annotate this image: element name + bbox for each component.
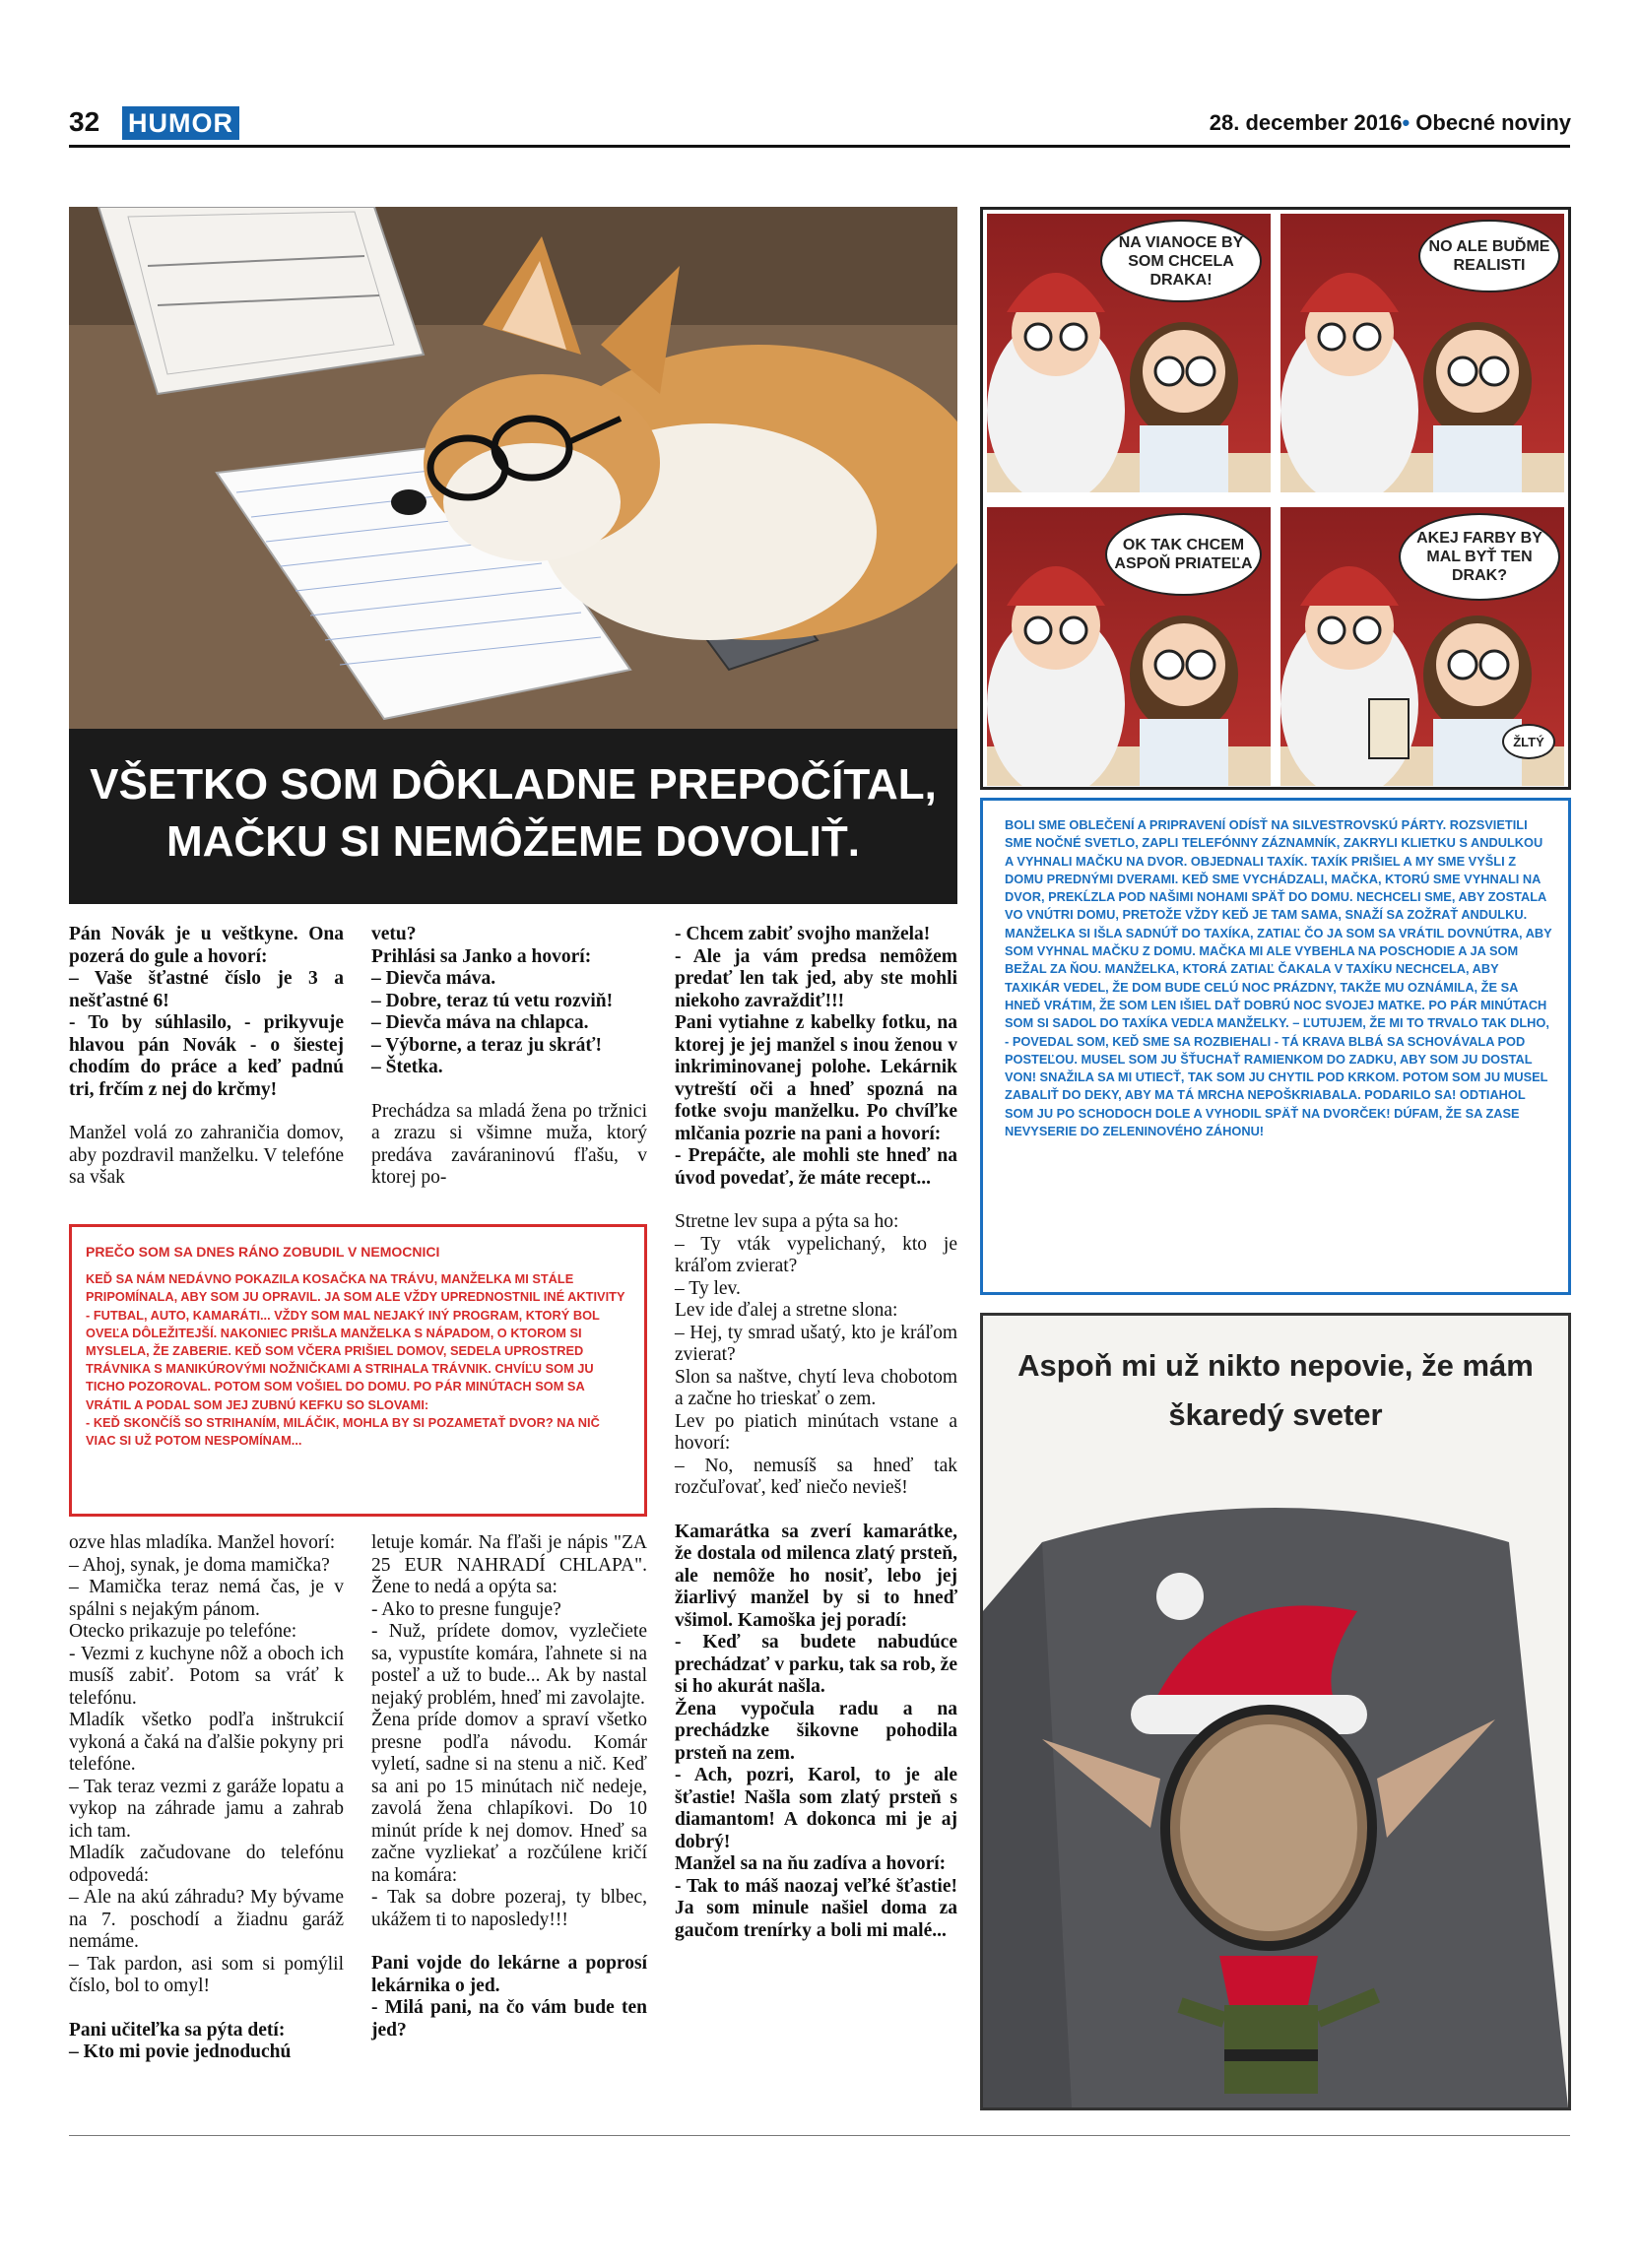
dog-photo-caption: [69, 729, 957, 904]
lawnmower-story-title: PREČO SOM SA DNES RÁNO ZOBUDIL V NEMOCNICI: [86, 1244, 440, 1260]
corgi-illustration: [69, 207, 957, 729]
column-1-bottom: [69, 1532, 344, 2064]
speech-bubble-1: NA VIANOCE BY SOM CHCELA DRAKA!: [1100, 220, 1262, 302]
joke-paragraph: Kamarátka sa zverí kamarátke, že dostala od milenca zlatý prsteň, ale nemôže ho nosiť, lebo jej žiarlivý manžel by si to hneď všimol. Kamoška jej poradí:: [675, 1521, 957, 1631]
header-rule: [69, 145, 1570, 148]
joke-paragraph: Mladík začudovane do telefónu odpovedá:: [69, 1843, 344, 1886]
header-dateline: [1210, 110, 1571, 136]
joke-paragraph: – Štetka.: [371, 1057, 443, 1077]
joke-paragraph: – Tak pardon, asi som si pomýlil číslo, bol to omyl!: [69, 1953, 344, 1996]
joke-paragraph: - Ach, pozri, Karol, to je ale šťastie! Našla som zlatý prsteň s diamantom! A dokonca mi je aj dobrý!: [675, 1765, 957, 1852]
cat-story-text: BOLI SME OBLEČENÍ A PRIPRAVENÍ ODÍSŤ NA SILVESTROVSKÚ PÁRTY. ROZSVIETILI SME NOČNÉ SVETLO, ZAPLI TELEFÓNNY ZÁZNAMNÍK, ZAKRYLI KLIETKU S ANDULKOU A VYHNALI MAČKU NA DVOR. OBJEDNALI TAXÍK. TAXÍK PRIŠIEL A MY SME VYŠLI Z DOMU PREDNÝMI DVERAMI. KEĎ SME VYCHÁDZALI, MAČKA, KTORÚ SME VYHNALI NA DVOR, PREKĹZLA POD NAŠIMI NOHAMI SPÄŤ DO DOMU. NECHCELI SME, ABY ZOSTALA VO VNÚTRI DOMU, PRETOŽE VŽDY KEĎ JE TAM SAMA, SNAŽÍ SA ZOŽRAŤ ANDULKU. MANŽELKA SI IŠLA SADNÚŤ DO TAXÍKA, ZATIAĽ ČO JA SOM SA VRÁTIL DOVNÚTRA, ABY SOM VYHNAL MAČKU Z DOMU. MAČKA MI ALE VYBEHLA NA POSCHODIE A JA SOM BEŽAL ZA ŇOU. MANŽELKA, KTORÁ ZATIAĽ ČAKALA V TAXÍKU NECHCELA, ABY TAXIKÁR VEDEL, ŽE DOM BUDE CELÚ NOC PRÁZDNY, TAKŽE MU OZNÁMILA, ŽE SA HNEĎ VRÁTIM, ŽE SOM LEN IŠIEL DAŤ DOBRÚ NOC SVOJEJ MATKE. PO PÁR MINÚTACH SOM SI SADOL DO TAXÍKA VEDĽA MANŽELKY. – ĽUTUJEM, ŽE MI TO TRVALO TAK DLHO, - POVEDAL SOM, KEĎ SME SA ROZBIEHALI - TÁ KRAVA BLBÁ SA SCHOVÁVALA POD POSTEĽOU. MUSEL SOM JU ŠŤUCHAŤ RAMIENKOM DO ZADKU, ABY SOM JU DOSTAL VON! SNAŽILA SA MI UTIECŤ, TAK SOM JU CHYTIL POD KRKOM. POTOM SOM JU MUSEL ZABALIŤ DO DEKY, ABY MA TÁ MRCHA NEPOŠKRIABALA. PODARILO SA! ODTIAHOL SOM JU PO SCHODOCH DOLE A VYHODIL SPÄŤ NA DVORČEK! DÚFAM, ŽE SA ZASE NEVYSERIE DO ZELENINOVÉHO ZÁHONU!: [1005, 817, 1552, 1139]
joke-paragraph: - Chcem zabiť svojho manžela!: [675, 924, 931, 944]
cat-story-box: [980, 798, 1571, 1295]
joke-paragraph: - Ale ja vám predsa nemôžem predať len tak jed, aby ste mohli niekoho zavraždiť!!!: [675, 945, 957, 1011]
joke-paragraph: letuje komár. Na fľaši je nápis "ZA 25 EUR NAHRADÍ CHLAPA". Žene to nedá a opýta sa:: [371, 1532, 647, 1597]
joke-paragraph: Manžel volá zo zahraničia domov, aby pozdravil manželku. V telefóne sa však: [69, 1123, 344, 1188]
joke-paragraph: – Ale na akú záhradu? My bývame na 7. poschodí a žiadnu garáž nemáme.: [69, 1887, 344, 1952]
lawnmower-story-text: KEĎ SA NÁM NEDÁVNO POKAZILA KOSAČKA NA TRÁVU, MANŽELKA MI STÁLE PRIPOMÍNALA, ABY SOM JU OPRAVIL. JA SOM ALE VŽDY UPREDNOSTNIL INÉ AKTIVITY - FUTBAL, AUTO, KAMARÁTI... VŽDY SOM MAL NEJAKÝ INÝ PROGRAM, KTORÝ BOL OVEĽA DÔLEŽITEJŠÍ. NAKONIEC PRIŠLA MANŽELKA S NÁPADOM, O KTOROM SI MYSLELA, ŽE ZABERIE. KEĎ SOM VČERA PRIŠIEL DOMOV, SEDELA UPROSTRED TRÁVNIKA S MANIKÚROVÝMI NOŽNIČKAMI A STRIHALA TRÁVNIK. CHVÍĽU SOM JU TICHO POZOROVAL. POTOM SOM VOŠIEL DO DOMU. PO PÁR MINÚTACH SOM SA VRÁTIL A PODAL SOM JEJ ZUBNÚ KEFKU SO SLOVAMI:: [86, 1271, 625, 1412]
joke-paragraph: Mladík všetko podľa inštrukcií vykoná a čaká na ďalšie pokyny pri telefóne.: [69, 1710, 344, 1775]
lawnmower-story-box: [69, 1224, 647, 1517]
joke-paragraph: - Keď sa budete nabudúce prechádzať v parku, tak sa rob, že si ho akurát našla.: [675, 1632, 957, 1697]
joke-paragraph: - Tak to máš naozaj veľké šťastie! Ja som minule našiel doma za gaučom trenírky a boli mi malé...: [675, 1875, 957, 1941]
caption-line-2: MAČKU SI NEMÔŽEME DOVOLIŤ.: [166, 817, 860, 866]
joke-paragraph: - To by súhlasilo, - prikyvuje hlavou pán Novák - o šiestej chodím do práce a keď padnú tri, frčím z nej do krčmy!: [69, 1012, 344, 1100]
joke-paragraph: – No, nemusíš sa hneď tak rozčuľovať, keď niečo nevieš!: [675, 1455, 957, 1498]
joke-paragraph: - Nuž, prídete domov, vyzlečiete sa, vypustíte komára, ľahnete si na posteľ a už to bude... Ak by nastal nejaký problém, hneď mi zavolajte.: [371, 1621, 647, 1709]
joke-paragraph: – Výborne, a teraz ju skráť!: [371, 1034, 603, 1056]
speech-bubble-2: NO ALE BUĎME REALISTI: [1418, 220, 1560, 292]
joke-paragraph: vetu?: [371, 924, 417, 944]
joke-paragraph: - Vezmi z kuchyne nôž a oboch ich musíš zabiť. Potom sa vráť k telefónu.: [69, 1643, 344, 1709]
joke-paragraph: Prihlási sa Janko a hovorí:: [371, 945, 592, 967]
dog-photo: [69, 207, 957, 729]
joke-paragraph: - Prepáčte, ale mohli ste hneď na úvod povedať, že máte recept...: [675, 1145, 957, 1189]
joke-paragraph: – Dievča máva.: [371, 968, 496, 989]
column-3: [675, 924, 957, 1942]
joke-paragraph: – Vaše šťastné číslo je 3 a nešťastné 6!: [69, 968, 344, 1011]
publication-name: Obecné noviny: [1415, 110, 1571, 135]
joke-paragraph: Slon sa naštve, chytí leva chobotom a začne ho trieskať o zem.: [675, 1366, 957, 1409]
comic-panel-1: [987, 214, 1271, 492]
joke-paragraph: – Ty lev.: [675, 1277, 741, 1299]
column-2-top: [371, 924, 647, 1190]
ugly-sweater-photo: [980, 1313, 1571, 2110]
section-label: HUMOR: [122, 106, 239, 140]
joke-paragraph: – Kto mi povie jednoduchú: [69, 2041, 292, 2062]
sweater-title-line-2: škaredý sveter: [1168, 1397, 1383, 1432]
comic-panel-4: [1280, 507, 1564, 786]
joke-paragraph: – Dievča máva na chlapca.: [371, 1012, 589, 1033]
page-number: 32: [69, 106, 100, 137]
joke-paragraph: Pani vojde do lekárne a poprosí lekárnika o jed.: [371, 1953, 647, 1996]
sweater-title: [983, 1341, 1568, 1440]
joke-paragraph: ozve hlas mladíka. Manžel hovorí:: [69, 1532, 336, 1553]
column-1-top: [69, 924, 344, 1190]
joke-paragraph: – Ahoj, synak, je doma mamička?: [69, 1554, 330, 1576]
joke-paragraph: Lev ide ďalej a stretne slona:: [675, 1300, 898, 1321]
caption-line-1: VŠETKO SOM DÔKLADNE PREPOČÍTAL,: [90, 760, 937, 809]
joke-paragraph: – Hej, ty smrad ušatý, kto je kráľom zvierat?: [675, 1322, 957, 1365]
joke-paragraph: – Ty vták vypelichaný, kto je kráľom zvierat?: [675, 1233, 957, 1276]
joke-paragraph: - Milá pani, na čo vám bude ten jed?: [371, 1997, 647, 2041]
joke-paragraph: Pán Novák je u veštkyne. Ona pozerá do gule a hovorí:: [69, 924, 344, 967]
sweater-title-line-1: Aspoň mi už nikto nepovie, že mám: [1017, 1348, 1534, 1383]
joke-paragraph: Manžel sa na ňu zadíva a hovorí:: [675, 1853, 947, 1874]
lawnmower-story-ending: - KEĎ SKONČÍŠ SO STRIHANÍM, MILÁČIK, MOHLA BY SI POZAMETAŤ DVOR? NA NIČ VIAC SI UŽ POTOM NESPOMÍNAM...: [86, 1414, 600, 1449]
issue-date: 28. december 2016: [1209, 110, 1403, 135]
column-2-bottom: [371, 1532, 647, 2041]
joke-paragraph: – Dobre, teraz tú vetu rozviň!: [371, 990, 614, 1011]
joke-paragraph: Žena vypočula radu a na prechádzke šikovne pohodila prsteň na zem.: [675, 1698, 957, 1764]
joke-paragraph: – Tak teraz vezmi z garáže lopatu a vykop na záhrade jamu a zahrab ich tam.: [69, 1776, 344, 1842]
speech-bubble-4: AKEJ FARBY BY MAL BYŤ TEN DRAK?: [1399, 513, 1560, 601]
joke-paragraph: – Mamička teraz nemá čas, je v spálni s nejakým pánom.: [69, 1577, 344, 1620]
speech-bubble-3: OK TAK CHCEM ASPOŇ PRIATEĽA: [1105, 513, 1262, 596]
joke-paragraph: Lev po piatich minútach vstane a hovorí:: [675, 1410, 957, 1454]
joke-paragraph: Pani učiteľka sa pýta detí:: [69, 2019, 286, 2041]
santa-comic-strip: [980, 207, 1571, 790]
comic-panel-2: [1280, 214, 1564, 492]
joke-paragraph: Žena príde domov a spraví všetko presne podľa návodu. Komár vyletí, sadne si na stenu a nič. Keď sa ani po 15 minútach nič nedeje, zavolá žena chlapíkovi. Do 10 minút príde k nej domov. Hneď sa začne vyzliekať a rozčúlene kričí na komára:: [371, 1710, 647, 1886]
header-separator: •: [1402, 110, 1410, 135]
joke-paragraph: Prechádza sa mladá žena po tržnici a zrazu si všimne muža, ktorý predáva zaváraninovú fľašu, v ktorej po-: [371, 1100, 647, 1188]
speech-bubble-5: ŽLTÝ: [1502, 724, 1555, 759]
joke-paragraph: - Ako to presne funguje?: [371, 1598, 561, 1620]
joke-paragraph: Stretne lev supa a pýta sa ho:: [675, 1211, 899, 1232]
joke-paragraph: Otecko prikazuje po telefóne:: [69, 1621, 297, 1642]
comic-panel-3: [987, 507, 1271, 786]
joke-paragraph: - Tak sa dobre pozeraj, ty blbec, ukážem ti to naposledy!!!: [371, 1887, 647, 1930]
joke-paragraph: Pani vytiahne z kabelky fotku, na ktorej je jej manžel s inou ženou v inkriminovanej polohe. Lekárnik vytreští oči a hneď spozná na fotke svoju manželku. Po chvíľke mlčania pozrie na pani a hovorí:: [675, 1012, 957, 1144]
footer-rule: [69, 2135, 1570, 2136]
